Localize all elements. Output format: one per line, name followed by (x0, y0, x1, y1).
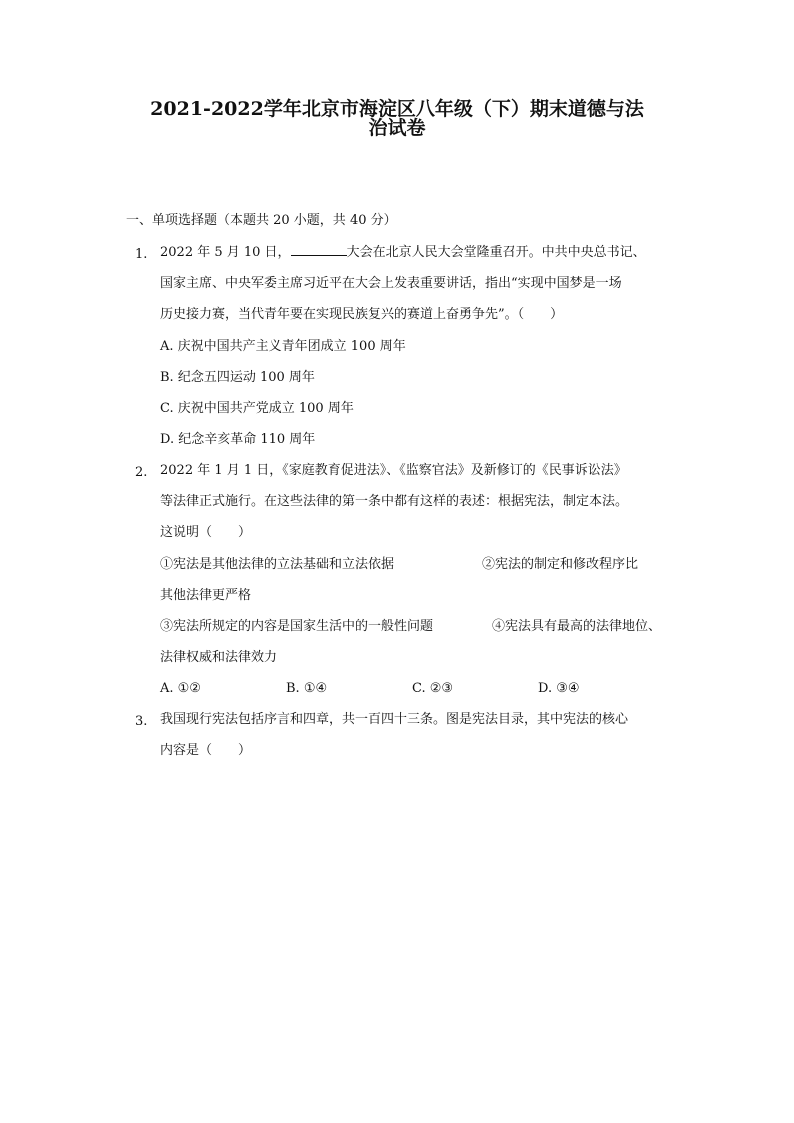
question-2-line-1: 2022 年 1 月 1 日，《家庭教育促进法》、《监察官法》及新修订的《民事诉讼法》 (160, 463, 627, 478)
question-2-statement-2-cont: 其他法律更严格 (160, 588, 252, 603)
question-3-line-2: 内容是（ ） (160, 743, 252, 758)
question-2-statement-4: ④宪法具有最高的法律地位、 (492, 619, 662, 634)
question-1-line-1-before: 2022 年 5 月 10 日， (160, 245, 291, 260)
question-2-option-c: C. ②③ (412, 681, 454, 696)
question-1-line-3: 历史接力赛，当代青年要在实现民族复兴的赛道上奋勇争先”。（ ） (160, 307, 564, 322)
answer-blank (291, 243, 347, 256)
question-1-option-a: A. 庆祝中国共产主义青年团成立 100 周年 (160, 339, 406, 354)
question-1-line-1 (160, 243, 646, 263)
question-2-option-b: B. ①④ (286, 681, 328, 696)
page-title-line-2: 治试卷 (368, 117, 426, 139)
question-1-line-1-after: 大会在北京人民大会堂隆重召开。中共中央总书记、 (346, 245, 646, 260)
question-2-number: 2. (135, 465, 148, 480)
question-2-option-d: D. ③④ (538, 681, 580, 696)
question-2-statement-4-cont: 法律权威和法律效力 (160, 650, 278, 665)
question-2-line-3: 这说明（ ） (160, 525, 252, 540)
question-3-line-1: 我国现行宪法包括序言和四章，共一百四十三条。图是宪法目录，其中宪法的核心 (160, 712, 629, 727)
question-1-option-d: D. 纪念辛亥革命 110 周年 (160, 432, 316, 447)
page-title-line-1: 2021-2022学年北京市海淀区八年级（下）期末道德与法 (150, 98, 644, 120)
section-heading: 一、单项选择题（本题共 20 小题，共 40 分） (126, 213, 397, 228)
question-2-statement-1: ①宪法是其他法律的立法基础和立法依据 (160, 557, 395, 572)
question-1-option-c: C. 庆祝中国共产党成立 100 周年 (160, 401, 354, 416)
question-2-statement-2: ②宪法的制定和修改程序比 (482, 557, 639, 572)
question-1-line-2: 国家主席、中央军委主席习近平在大会上发表重要讲话，指出“实现中国梦是一场 (160, 276, 622, 291)
question-3-number: 3. (135, 714, 148, 729)
question-2-option-a: A. ①② (160, 681, 201, 696)
question-2-line-2: 等法律正式施行。在这些法律的第一条中都有这样的表述：根据宪法，制定本法。 (160, 494, 629, 509)
question-1-option-b: B. 纪念五四运动 100 周年 (160, 370, 315, 385)
question-1-number: 1. (135, 247, 148, 262)
question-2-statement-3: ③宪法所规定的内容是国家生活中的一般性问题 (160, 619, 434, 634)
